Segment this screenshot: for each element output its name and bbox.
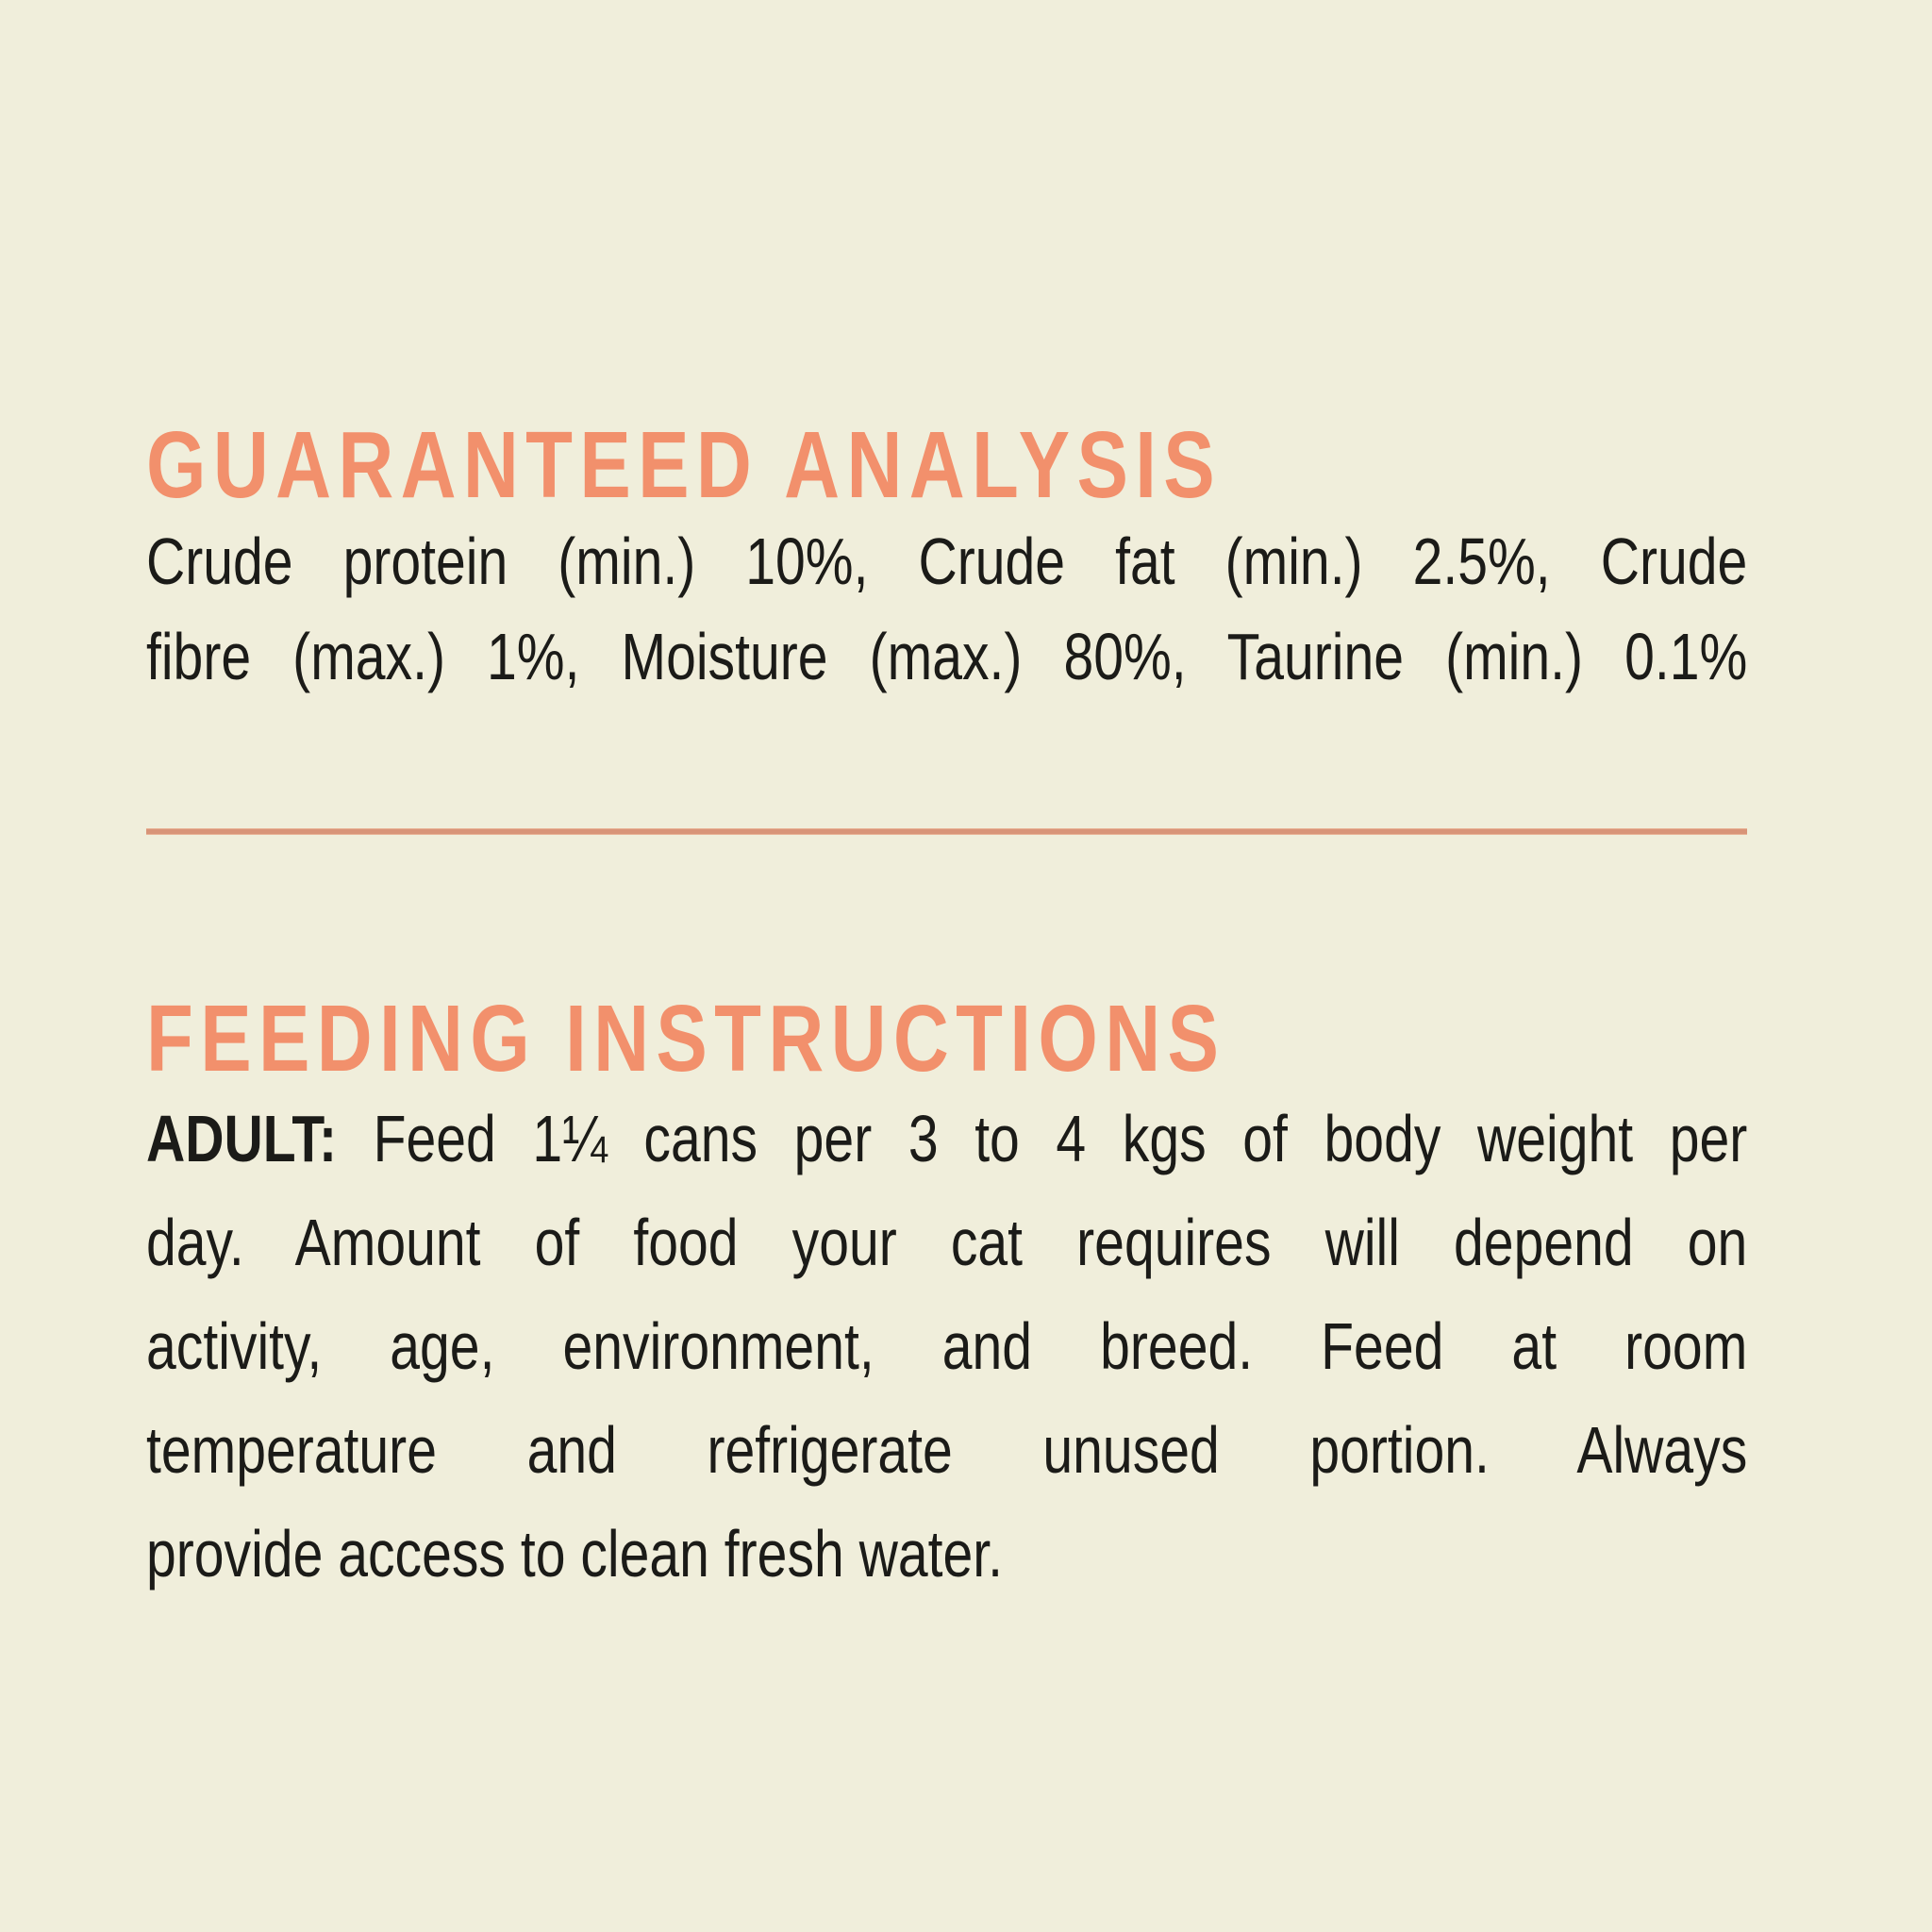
feeding-instructions-line-1 [146, 1087, 1747, 1191]
feeding-instructions-section [146, 986, 1932, 1606]
feeding-instructions-line-1-text: Feed 1¼ cans per 3 to 4 kgs of body weight per [373, 1102, 1748, 1175]
guaranteed-analysis-text [146, 514, 1747, 705]
guaranteed-analysis-heading: GUARANTEED ANALYSIS [146, 412, 1223, 518]
guaranteed-analysis-line-1: Crude protein (min.) 10%, Crude fat (min.) 2.5%, Crude [146, 525, 1748, 598]
feeding-instructions-line-3: activity, age, environment, and breed. Feed at room [146, 1309, 1748, 1383]
section-divider [146, 829, 1747, 834]
guaranteed-analysis-section [146, 412, 1932, 705]
adult-label: ADULT: [146, 1102, 337, 1175]
feeding-instructions-line-4: temperature and refrigerate unused portion. Always [146, 1413, 1748, 1487]
feeding-instructions-text [146, 1087, 1747, 1606]
guaranteed-analysis-line-2: fibre (max.) 1%, Moisture (max.) 80%, Taurine (min.) 0.1% [146, 620, 1748, 693]
feeding-instructions-heading: FEEDING INSTRUCTIONS [146, 986, 1226, 1091]
feeding-instructions-line-5: provide access to clean fresh water. [146, 1517, 1004, 1591]
feeding-instructions-line-2: day. Amount of food your cat requires will depend on [146, 1206, 1748, 1279]
